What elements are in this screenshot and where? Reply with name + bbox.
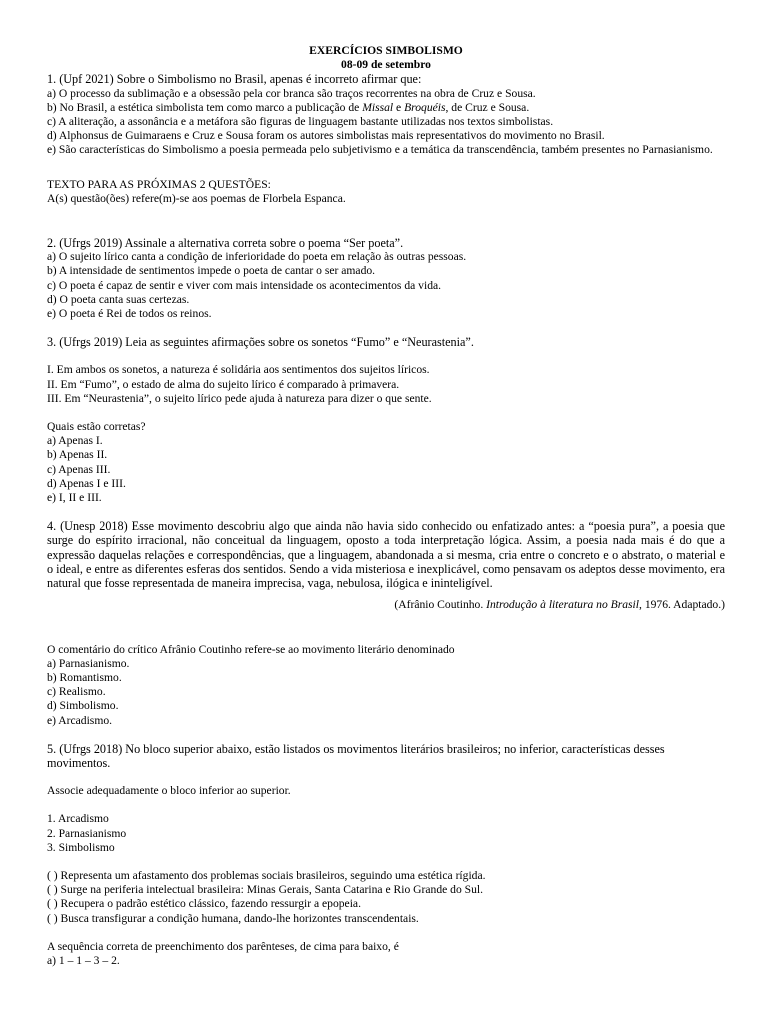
document-date: 08-09 de setembro <box>341 58 431 72</box>
shared-text-heading: TEXTO PARA AS PRÓXIMAS 2 QUESTÕES: <box>47 177 271 191</box>
question-5-item-1 <box>47 869 725 883</box>
option-b-conjunction: e <box>393 100 405 114</box>
question-1-option-e: e) São características do Simbolismo a poesia permeada pelo subjetivismo e a temática da transcendência, também presentes no Parnasianismo. <box>47 143 713 157</box>
question-3-option-a: a) Apenas I. <box>47 434 103 448</box>
option-b-prefix: b) No Brasil, a estética simbolista tem como marco a publicação de <box>47 100 363 114</box>
answer-blank: ( ) <box>47 868 58 882</box>
question-5-movement-3: 3. Simbolismo <box>47 840 115 854</box>
question-3-text: (Ufrgs 2019) Leia as seguintes afirmações sobre os sonetos “Fumo” e “Neurastenia”. <box>56 335 474 350</box>
question-1-number: 1. <box>47 72 57 87</box>
question-4-citation <box>47 598 725 612</box>
question-1-stem <box>47 72 725 86</box>
document-title: EXERCÍCIOS SIMBOLISMO <box>309 44 463 57</box>
question-2-option-b: b) A intensidade de sentimentos impede o poeta de cantar o ser amado. <box>47 264 376 278</box>
question-3-ask: Quais estão corretas? <box>47 420 146 434</box>
question-3-option-b: b) Apenas II. <box>47 448 108 462</box>
question-4-option-b: b) Romantismo. <box>47 670 122 684</box>
answer-blank: ( ) <box>47 911 58 925</box>
item-text: Representa um afastamento dos problemas sociais brasileiros, seguindo uma estética rígida. <box>57 868 486 882</box>
question-5-stem <box>47 742 725 770</box>
question-4-option-c: c) Realismo. <box>47 685 106 699</box>
question-4-option-e: e) Arcadismo. <box>47 713 113 727</box>
citation-prefix: (Afrânio Coutinho. <box>394 598 487 612</box>
question-1-text: (Upf 2021) Sobre o Simbolismo no Brasil, apenas é incorreto afirmar que: <box>56 72 422 87</box>
question-4-text: (Unesp 2018) Esse movimento descobriu algo que ainda não havia sido conhecido ou enfatizado antes: a “poesia pura”, a poesia que surge do espírito irracional, não conceitual da linguagem, oposto a toda interpretação lógica. Assim, a poesia nada mais é do que a expressão daquelas relações e correspondências, que a linguagem, abandonada a si mesma, cria entre o concreto e o abstrato, o material e o ideal, e entre as diferentes esferas dos sentidos. Sendo a vida misteriosa e inexplicável, como pensavam os adeptos desse movimento, era natural que fosse representada de maneira imprecisa, vaga, nebulosa, ilógica e ininteligível. <box>47 519 725 591</box>
question-5-item-2 <box>47 883 725 897</box>
book-title-missal: Missal <box>362 100 394 114</box>
question-4-option-a: a) Parnasianismo. <box>47 656 130 670</box>
answer-blank: ( ) <box>47 883 58 897</box>
question-5-text: (Ufrgs 2018) No bloco superior abaixo, estão listados os movimentos literários brasileiros; no inferior, características desses movimentos. <box>47 741 665 770</box>
question-5-option-a: a) 1 – 1 – 3 – 2. <box>47 953 120 967</box>
question-5-item-3 <box>47 897 725 911</box>
question-3-option-e: e) I, II e III. <box>47 491 102 505</box>
option-b-suffix: , de Cruz e Sousa. <box>445 100 530 114</box>
question-5-instruction: Associe adequadamente o bloco inferior ao superior. <box>47 784 291 798</box>
question-2-option-e: e) O poeta é Rei de todos os reinos. <box>47 307 212 321</box>
question-3-number: 3. <box>47 335 57 350</box>
question-2-stem <box>47 236 725 250</box>
question-2-option-d: d) O poeta canta suas certezas. <box>47 292 190 306</box>
book-title-broqueis: Broquéis <box>404 100 446 114</box>
question-3-option-d: d) Apenas I e III. <box>47 476 126 490</box>
question-1-option-a: a) O processo da sublimação e a obsessão pela cor branca são traços recorrentes na obra de Cruz e Sousa. <box>47 86 536 100</box>
question-5-item-4 <box>47 912 725 926</box>
item-text: Surge na periferia intelectual brasileira: Minas Gerais, Santa Catarina e Rio Grande do Sul. <box>57 883 484 897</box>
question-3-statement-2: II. Em “Fumo”, o estado de alma do sujeito lírico é comparado à primavera. <box>47 377 400 391</box>
question-1-option-d: d) Alphonsus de Guimaraens e Cruz e Sousa foram os autores simbolistas mais representativos do movimento no Brasil. <box>47 129 605 143</box>
item-text: Recupera o padrão estético clássico, fazendo ressurgir a epopeia. <box>57 897 361 911</box>
question-3-stem <box>47 335 725 349</box>
question-3-option-c: c) Apenas III. <box>47 462 111 476</box>
question-3-statement-3: III. Em “Neurastenia”, o sujeito lírico pede ajuda à natureza para dizer o que sente. <box>47 391 432 405</box>
question-5-ask: A sequência correta de preenchimento dos parênteses, de cima para baixo, é <box>47 939 399 953</box>
question-3-statement-1: I. Em ambos os sonetos, a natureza é solidária aos sentimentos dos sujeitos líricos. <box>47 363 430 377</box>
shared-text-line: A(s) questão(ões) refere(m)-se aos poemas de Florbela Espanca. <box>47 191 346 205</box>
citation-suffix: , 1976. Adaptado.) <box>639 598 725 612</box>
question-2-option-c: c) O poeta é capaz de sentir e viver com mais intensidade os acontecimentos da vida. <box>47 278 442 292</box>
question-2-number: 2. <box>47 236 57 251</box>
question-2-option-a: a) O sujeito lírico canta a condição de inferioridade do poeta em relação às outras pessoas. <box>47 250 467 264</box>
question-2-text: (Ufrgs 2019) Assinale a alternativa correta sobre o poema “Ser poeta”. <box>56 236 404 251</box>
question-5-number: 5. <box>47 741 57 756</box>
document-page <box>47 44 725 968</box>
question-1-option-c: c) A aliteração, a assonância e a metáfora são figuras de linguagem bastante utilizadas nos textos simbolistas. <box>47 115 554 129</box>
question-1-option-b <box>47 101 725 115</box>
question-5-movement-2: 2. Parnasianismo <box>47 826 127 840</box>
question-5-movement-1: 1. Arcadismo <box>47 812 109 826</box>
question-4-ask: O comentário do crítico Afrânio Coutinho refere-se ao movimento literário denominado <box>47 642 455 656</box>
item-text: Busca transfigurar a condição humana, dando-lhe horizontes transcendentais. <box>57 911 419 925</box>
answer-blank: ( ) <box>47 897 58 911</box>
question-4-stem <box>47 519 725 590</box>
question-4-number: 4. <box>47 519 57 534</box>
citation-book-title: Introdução à literatura no Brasil <box>486 598 640 612</box>
question-4-option-d: d) Simbolismo. <box>47 699 119 713</box>
